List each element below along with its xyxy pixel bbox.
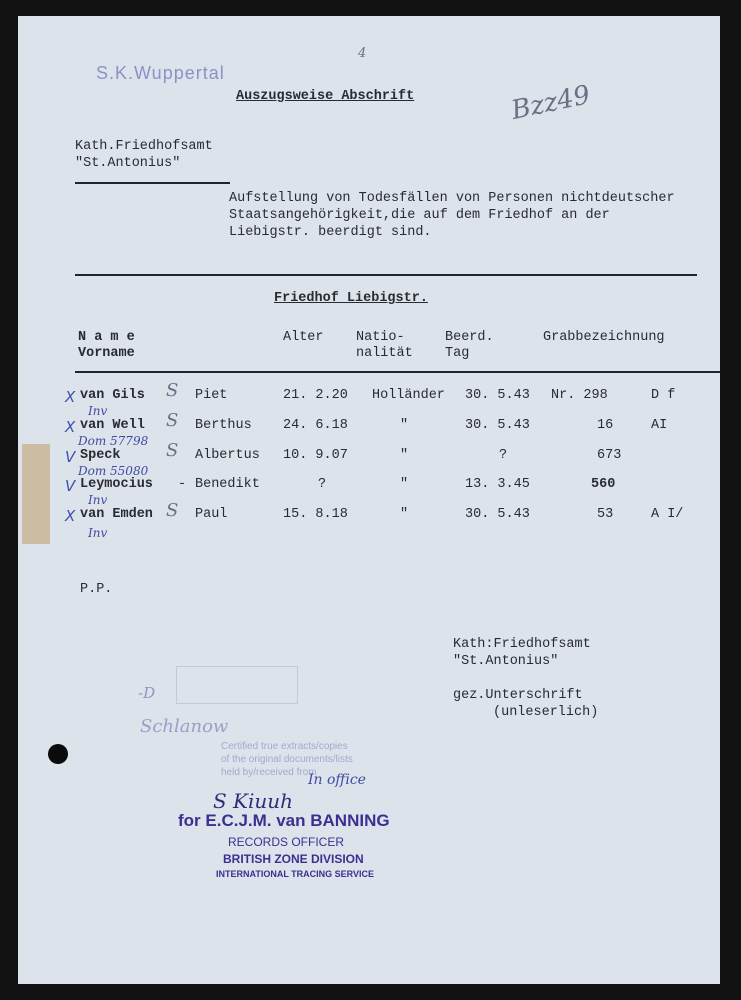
cell-name: van Well [80,418,145,433]
cell-alter: 21. 2.20 [283,388,348,403]
cell-nationalitat: Holländer [372,388,445,403]
description-line-1: Aufstellung von Todesfällen von Personen nichtdeutscher [229,191,675,206]
in-office-handwriting: In office [308,772,366,788]
cell-vorname: Berthus [195,418,252,433]
cell-dash: - [178,477,187,492]
description-line-2: Staatsangehörigkeit,die auf dem Friedhof an der [229,208,610,223]
check-mark-icon: X [65,507,76,525]
cell-beerd: 13. 3.45 [465,477,530,492]
cell-name: van Emden [80,507,153,522]
officer-service: INTERNATIONAL TRACING SERVICE [216,869,375,879]
document-title: Auszugsweise Abschrift [236,89,415,104]
cell-beerd: ? [499,448,508,463]
cell-feld: A I/ [651,507,684,522]
check-mark-icon: X [65,388,76,406]
cell-grab: 16 [597,418,614,433]
document-page [18,16,720,984]
signature-office: Kath:Friedhofsamt [453,637,591,652]
faint-signature-mark: Schlanow [140,716,229,737]
cell-nationalitat: " [400,507,409,522]
cell-name: Leymocius [80,477,153,492]
annotation-note: Dom 55080 [78,464,149,478]
tape-strip [22,444,50,544]
cell-vorname: Piet [195,388,228,403]
cell-grab: Nr. 298 [551,388,608,403]
pencil-s-mark: S [166,500,179,521]
cell-grab: 673 [597,448,622,463]
check-mark-icon: V [65,477,76,495]
officer-title: RECORDS OFFICER [228,835,345,849]
cell-vorname: Albertus [195,448,260,463]
handwritten-signature-mark: Bzz49 [508,80,593,126]
signature-name: "St.Antonius" [453,654,559,669]
annotation-note: Inv [88,493,108,507]
faint-stamp-mark: -D [138,684,156,702]
punch-hole [48,744,68,764]
cell-beerd: 30. 5.43 [465,418,530,433]
page-number-pencil: 4 [358,46,367,61]
pencil-s-mark: S [166,440,179,461]
pencil-s-mark: S [166,410,179,431]
cell-alter: 10. 9.07 [283,448,348,463]
certification-text-2: of the original documents/lists [221,754,353,765]
annotation-note: Inv [88,526,108,540]
header-beerd-2: Tag [445,346,470,361]
cemetery-heading: Friedhof Liebigstr. [274,291,428,306]
handwritten-signature: S Kiuuh [213,789,294,813]
sender-divider [75,182,230,184]
cell-alter: ? [318,477,327,492]
cell-grab: 560 [591,477,616,492]
header-beerd-1: Beerd. [445,330,494,345]
header-divider [75,371,720,373]
cell-vorname: Benedikt [195,477,260,492]
faint-stamp-box [176,666,298,704]
signature-signed: gez.Unterschrift [453,688,583,703]
certification-text-3: held by/received from [221,767,317,778]
signature-note: (unleserlich) [493,705,599,720]
cell-beerd: 30. 5.43 [465,507,530,522]
header-grabbezeichnung: Grabbezeichnung [543,330,665,345]
header-nationalitat-1: Natio- [356,330,405,345]
officer-name: for E.C.J.M. van BANNING [178,811,390,830]
cell-grab: 53 [597,507,614,522]
sender-name: "St.Antonius" [75,156,181,171]
cell-name: Speck [80,448,121,463]
cell-alter: 24. 6.18 [283,418,348,433]
cell-name: van Gils [80,388,145,403]
section-divider [75,274,697,276]
description-line-3: Liebigstr. beerdigt sind. [229,225,432,240]
check-mark-icon: X [65,418,76,436]
header-vorname: Vorname [78,346,135,361]
cell-nationalitat: " [400,418,409,433]
cell-feld: AI [651,418,668,433]
cell-beerd: 30. 5.43 [465,388,530,403]
annotation-note: Inv [88,404,108,418]
pencil-s-mark: S [166,380,179,401]
check-mark-icon: V [65,448,76,466]
wuppertal-stamp: S.K.Wuppertal [96,63,225,83]
cell-nationalitat: " [400,448,409,463]
annotation-note: Dom 57798 [78,434,149,448]
cell-alter: 15. 8.18 [283,507,348,522]
header-name: N a m e [78,330,135,345]
certification-text-1: Certified true extracts/copies [221,741,348,752]
pp-note: P.P. [80,582,113,597]
header-alter: Alter [283,330,324,345]
officer-division: BRITISH ZONE DIVISION [223,852,364,866]
cell-feld: D f [651,388,676,403]
header-nationalitat-2: nalität [356,346,413,361]
cell-nationalitat: " [400,477,409,492]
sender-office: Kath.Friedhofsamt [75,139,213,154]
cell-vorname: Paul [195,507,228,522]
